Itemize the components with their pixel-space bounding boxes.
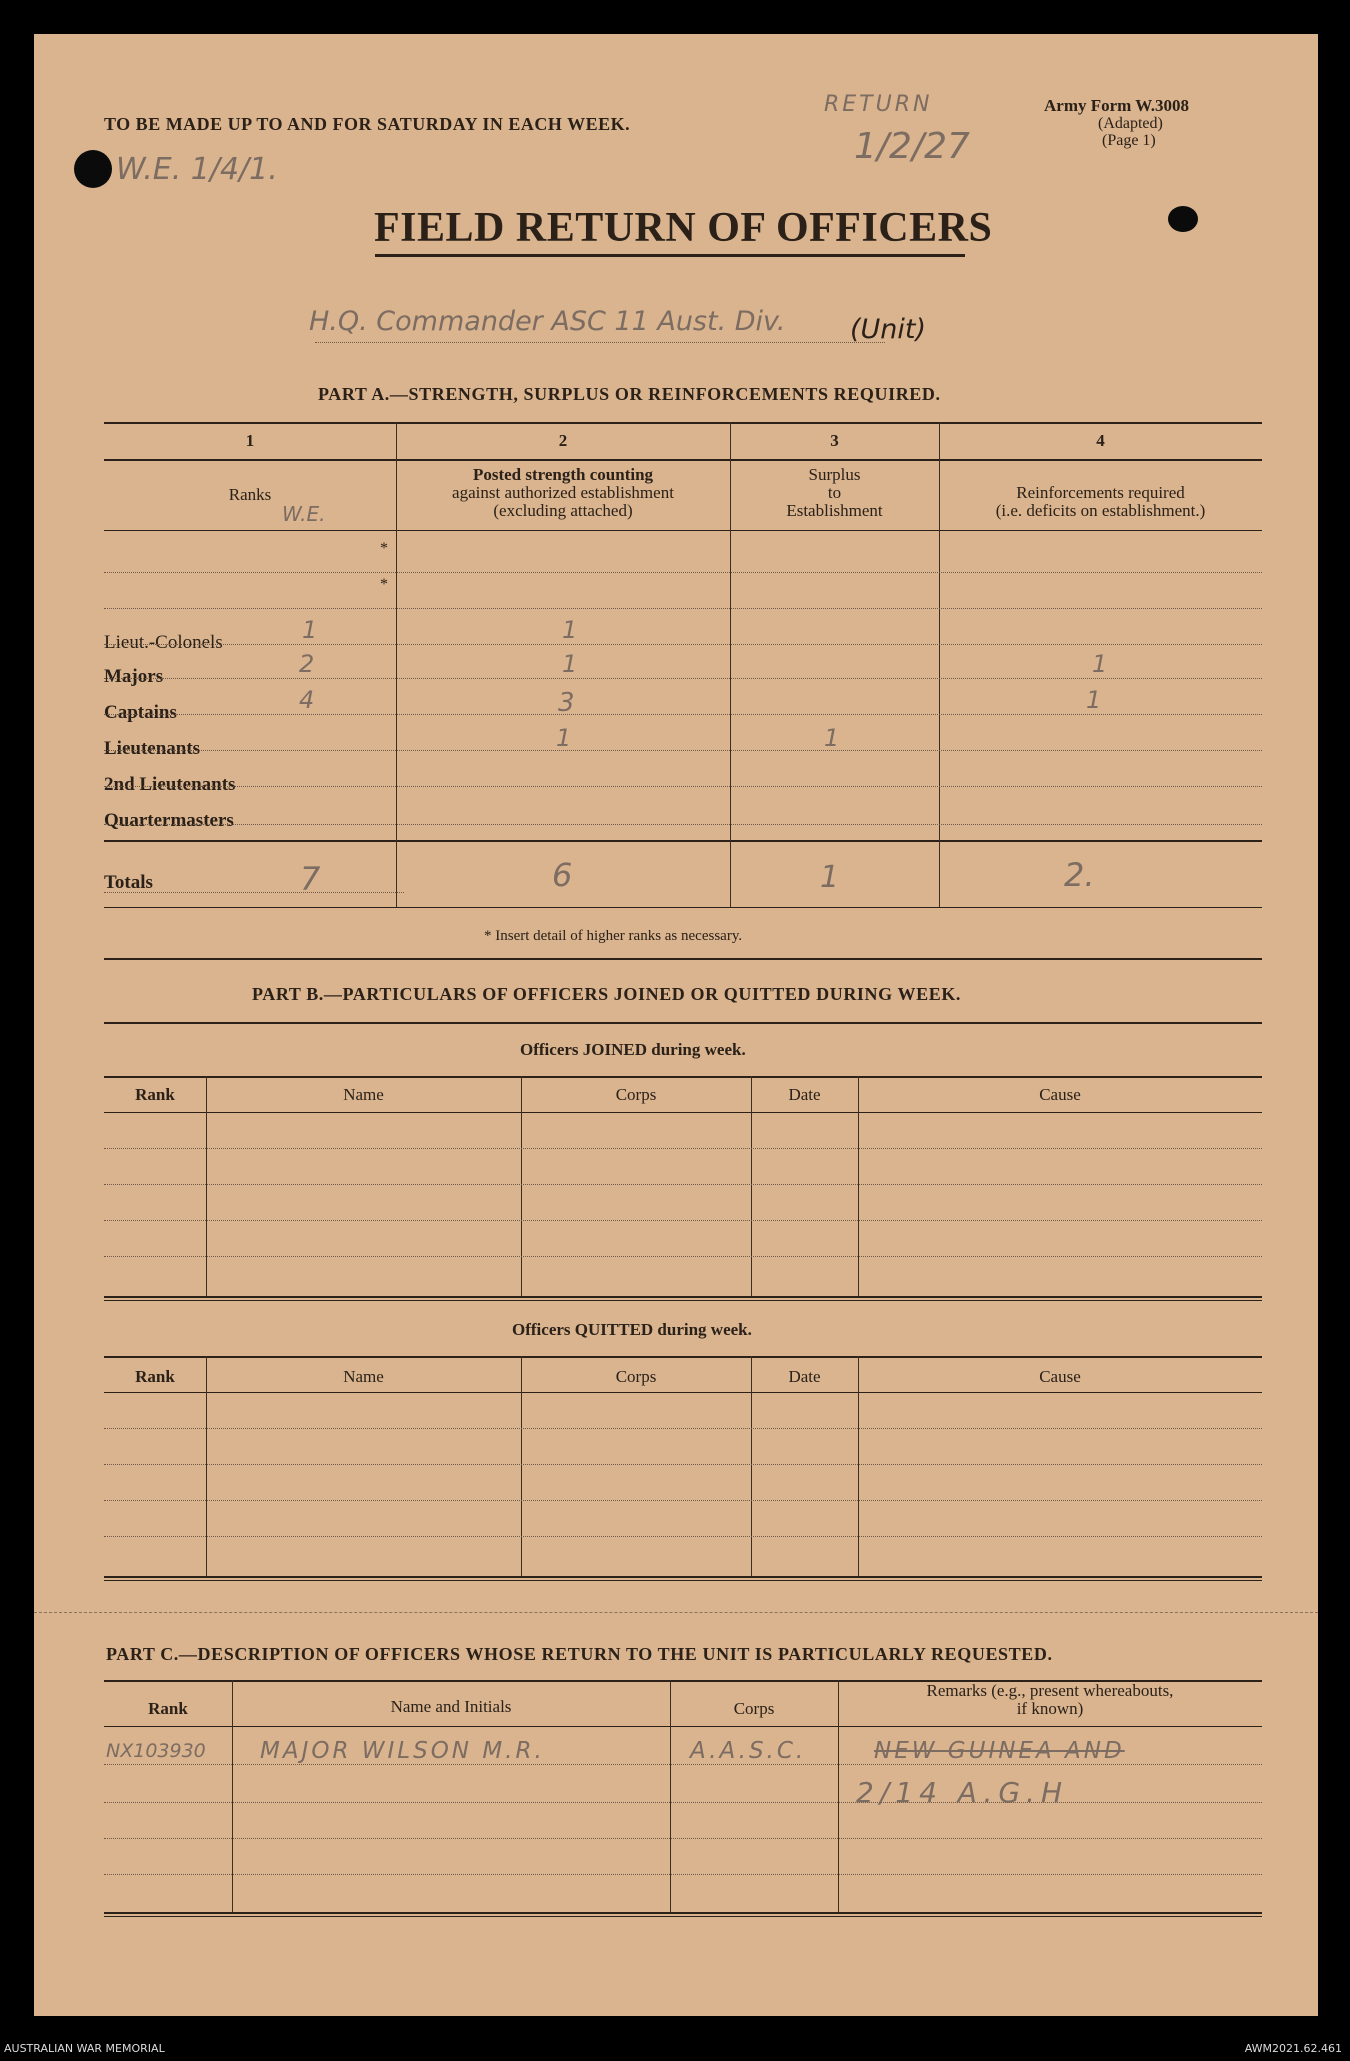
form-number: Army Form W.3008 <box>1044 96 1189 115</box>
header-reinf-1: Reinforcements required <box>1016 483 1185 502</box>
part-b-heading-rule <box>104 1022 1262 1024</box>
punch-hole-right <box>1168 206 1198 232</box>
rank-label: Majors <box>104 666 164 687</box>
asterisk-1: * <box>380 540 388 557</box>
joined-col-date: Date <box>788 1085 821 1104</box>
joined-bottom-rule <box>104 1296 1262 1298</box>
part-c-heading: PART C.—DESCRIPTION OF OFFICERS WHOSE RETURN TO THE UNIT IS PARTICULARLY REQUESTED. <box>106 1644 1053 1664</box>
form-page: (Page 1) <box>1102 132 1156 149</box>
rank-we: 1 <box>302 616 318 644</box>
part-a-num-rule <box>104 459 1262 461</box>
quitted-title: Officers QUITTED during week. <box>512 1320 752 1339</box>
col-number-4: 4 <box>1096 431 1105 450</box>
perforation-line <box>34 1612 1318 1613</box>
joined-row-line <box>104 1184 1262 1185</box>
form-paper <box>34 34 1318 2016</box>
quitted-col-name: Name <box>343 1367 384 1386</box>
joined-col-cause: Cause <box>1039 1085 1081 1104</box>
rank-label: 2nd Lieutenants <box>104 774 236 795</box>
title-underline <box>375 254 965 257</box>
rank-label: Lieut.-Colonels <box>104 632 223 653</box>
joined-bottom-rule-2 <box>104 1300 1262 1301</box>
unit-dotted-line <box>315 342 885 343</box>
totals-reinf: 2. <box>1064 856 1095 894</box>
part-c-row-line <box>104 1838 1262 1839</box>
rank-posted: 1 <box>556 724 572 752</box>
quitted-col-divider <box>206 1356 207 1576</box>
quitted-bottom-rule <box>104 1576 1262 1578</box>
entry-remarks-struck: NEW GUINEA AND <box>874 1738 1125 1764</box>
part-c-row-line <box>104 1802 1262 1803</box>
part-c-header-rule <box>104 1726 1262 1727</box>
quitted-bottom-rule-2 <box>104 1580 1262 1581</box>
part-c-col-corps: Corps <box>733 1699 775 1718</box>
joined-col-divider <box>521 1076 522 1296</box>
row-line <box>104 644 1262 645</box>
joined-row-line <box>104 1148 1262 1149</box>
joined-col-divider <box>858 1076 859 1296</box>
quitted-header-rule <box>104 1392 1262 1393</box>
rank-we: 2 <box>299 650 315 678</box>
joined-row-line <box>104 1256 1262 1257</box>
rank-we: 4 <box>299 686 315 714</box>
quitted-row-line <box>104 1464 1262 1465</box>
higher-rank-line-1 <box>104 572 1262 573</box>
quitted-top-rule <box>104 1356 1262 1358</box>
footer-source: AUSTRALIAN WAR MEMORIAL <box>4 2042 165 2055</box>
row-line <box>104 750 1262 751</box>
header-surplus-3: Establishment <box>786 501 883 520</box>
rank-label: Quartermasters <box>104 810 234 831</box>
row-line <box>104 714 1262 715</box>
rank-posted: 1 <box>562 650 578 678</box>
totals-we: 7 <box>300 860 321 898</box>
entry-name: MAJOR WILSON M.R. <box>260 1738 545 1764</box>
joined-col-divider <box>751 1076 752 1296</box>
header-posted-3: (excluding attached) <box>493 501 633 520</box>
instruction-text: TO BE MADE UP TO AND FOR SATURDAY IN EACH WEEK. <box>104 114 631 134</box>
header-reinf-2: (i.e. deficits on establishment.) <box>995 501 1206 520</box>
part-b-heading: PART B.—PARTICULARS OF OFFICERS JOINED OR QUITTED DURING WEEK. <box>252 984 962 1004</box>
part-c-col-name: Name and Initials <box>390 1697 512 1716</box>
part-c-bottom-rule-2 <box>104 1916 1262 1917</box>
asterisk-2: * <box>380 576 388 593</box>
entry-rank: NX103930 <box>106 1740 206 1762</box>
part-a-footnote: * Insert detail of higher ranks as necessary. <box>484 928 743 944</box>
handwritten-return-date: 1/2/27 <box>854 126 970 167</box>
ranks-we-note: W.E. <box>282 502 326 526</box>
part-a-header-rule <box>104 530 1262 531</box>
part-a-bottom-rule <box>104 907 1262 908</box>
rank-posted: 3 <box>558 688 575 718</box>
part-c-row-line <box>104 1874 1262 1875</box>
joined-header-rule <box>104 1112 1262 1113</box>
rank-surplus: 1 <box>824 724 840 752</box>
punch-hole-left <box>74 150 112 188</box>
joined-col-divider <box>206 1076 207 1296</box>
row-line <box>104 678 1262 679</box>
totals-dotted <box>104 892 404 893</box>
quitted-col-cause: Cause <box>1039 1367 1081 1386</box>
row-line <box>104 824 1262 825</box>
handwritten-return: RETURN <box>824 92 933 117</box>
handwritten-we-date: W.E. 1/4/1. <box>116 152 278 187</box>
joined-top-rule <box>104 1076 1262 1078</box>
rank-posted: 1 <box>562 616 578 644</box>
part-c-col-remarks-1: Remarks (e.g., present whereabouts, <box>926 1681 1174 1700</box>
col-number-2: 2 <box>558 431 568 450</box>
quitted-col-corps: Corps <box>615 1367 657 1386</box>
header-surplus-1: Surplus <box>808 465 861 484</box>
entry-corps: A.A.S.C. <box>690 1738 807 1764</box>
entry-remarks: 2/14 A.G.H <box>856 1776 1069 1809</box>
joined-col-rank: Rank <box>135 1085 175 1104</box>
part-c-bottom-rule <box>104 1912 1262 1914</box>
archive-footer <box>0 2036 1350 2061</box>
totals-posted: 6 <box>552 856 573 894</box>
higher-rank-line-2 <box>104 608 1262 609</box>
part-a-heading: PART A.—STRENGTH, SURPLUS OR REINFORCEMENTS REQUIRED. <box>318 384 941 404</box>
part-c-row-line <box>104 1764 1262 1765</box>
col-number-3: 3 <box>830 431 839 450</box>
part-a-top-rule <box>104 422 1262 424</box>
quitted-col-divider <box>751 1356 752 1576</box>
joined-col-name: Name <box>343 1085 384 1104</box>
part-c-col-rank: Rank <box>148 1699 188 1718</box>
header-posted-2: against authorized establishment <box>452 483 674 502</box>
rank-reinf: 1 <box>1092 650 1108 678</box>
unit-handwritten: H.Q. Commander ASC 11 Aust. Div. <box>309 306 786 337</box>
part-a-totals-rule <box>104 840 1262 842</box>
page-title: FIELD RETURN OF OFFICERS <box>374 205 993 251</box>
part-c-col-remarks-2: if known) <box>1016 1699 1084 1718</box>
quitted-row-line <box>104 1536 1262 1537</box>
quitted-col-rank: Rank <box>135 1367 175 1386</box>
rank-reinf: 1 <box>1086 686 1102 714</box>
joined-row-line <box>104 1220 1262 1221</box>
joined-title: Officers JOINED during week. <box>520 1040 746 1059</box>
col-number-1: 1 <box>245 431 255 450</box>
totals-label: Totals <box>104 872 153 893</box>
footer-accession: AWM2021.62.461 <box>1244 2042 1342 2055</box>
quitted-row-line <box>104 1500 1262 1501</box>
rank-label: Captains <box>104 702 177 723</box>
unit-label: (Unit) <box>850 314 927 345</box>
quitted-col-divider <box>521 1356 522 1576</box>
quitted-col-divider <box>858 1356 859 1576</box>
header-ranks: Ranks <box>228 485 272 504</box>
form-adapted: (Adapted) <box>1098 115 1163 132</box>
totals-surplus: 1 <box>820 860 840 895</box>
rank-label: Lieutenants <box>104 738 201 759</box>
header-posted-1: Posted strength counting <box>472 465 654 484</box>
row-line <box>104 786 1262 787</box>
joined-col-corps: Corps <box>615 1085 657 1104</box>
part-b-top-rule <box>104 958 1262 960</box>
header-surplus-2: to <box>827 483 842 502</box>
quitted-col-date: Date <box>788 1367 821 1386</box>
quitted-row-line <box>104 1428 1262 1429</box>
